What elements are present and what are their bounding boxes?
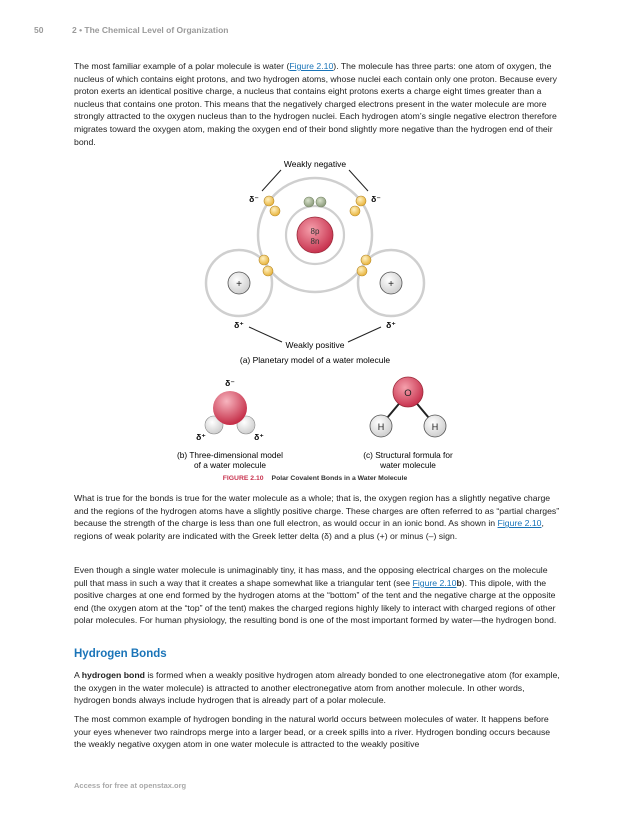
label-c-line-1: (c) Structural formula for <box>363 450 453 460</box>
inner-electron <box>316 197 326 207</box>
paragraph-text: The most common example of hydrogen bonding in the natural world occurs between molecules of water. It happens before your eyes whenever two raindrops merge into a larger bead, or a creek spills into a river. Hydrogen bonding occurs because the weakly negative oxygen atom in one water molecule is attracted to the weakly positive <box>74 714 551 750</box>
bonding-electron <box>259 255 269 265</box>
pointer-line <box>262 170 281 191</box>
page-footer: Access for free at openstax.org <box>74 781 187 790</box>
three-dimensional-model <box>177 378 283 470</box>
pointer-line <box>349 170 368 191</box>
delta-plus-3d-left: δ⁺ <box>196 432 206 442</box>
electron <box>270 206 280 216</box>
label-b-line-1: (b) Three-dimensional model <box>177 450 283 460</box>
paragraph-text: What is true for the bonds is true for the water molecule as a whole; that is, the oxygen region has a slightly negative charge and the regions of the hydrogen atoms have a slightly positive charge. These charges are often referred to as “partial charges” because the strength of the charge is less than one full electron, as would occur in an ionic bond. As shown in <box>74 493 560 529</box>
delta-minus-3d: δ⁻ <box>225 378 235 388</box>
key-term: hydrogen bond <box>81 670 145 680</box>
paragraph-text: is formed when a weakly positive hydrogen atom already bonded to one electronegative atom (for example, the oxygen in the water molecule) is attracted to another electronegative atom from another molecule. In other words, hydrogen bonds always include hydrogen that is already part of a polar molecule. <box>74 670 560 706</box>
plus-sign: + <box>388 279 394 290</box>
pointer-line <box>249 327 282 342</box>
figure-link[interactable]: Figure 2.10 <box>497 518 542 529</box>
inner-electron <box>304 197 314 207</box>
page-header <box>34 25 228 35</box>
bonding-electron <box>361 255 371 265</box>
label-c-line-2: water molecule <box>380 460 436 470</box>
electron <box>350 206 360 216</box>
oxygen-sphere <box>213 391 247 425</box>
paragraph-text: ). The molecule has three parts: one atom of oxygen, the nucleus of which contains eight protons, and two hydrogen atoms, whose nuclei each contain only one proton. Because every proton exerts an identical positive charge, a nucleus that contains eight protons exerts a charge eight times greater than a nucleus that contains one proton. This means that the negatively charged electrons present in the water molecule are more strongly attracted to the oxygen nucleus than to the hydrogen nuclei. Each hydrogen atom’s single negative electron therefore migrates toward the oxygen atom, making the oxygen end of their bond slightly more negative than the hydrogen end of their bond. <box>74 61 557 147</box>
paragraph-1 <box>74 60 560 148</box>
planetary-model <box>206 159 424 365</box>
delta-plus-right: δ⁺ <box>386 320 396 330</box>
paragraph-3 <box>74 564 560 627</box>
pointer-line <box>348 327 381 342</box>
paragraph-text: The most familiar example of a polar molecule is water ( <box>74 61 290 71</box>
weakly-negative-label: Weakly negative <box>283 159 347 169</box>
delta-minus-right: δ⁻ <box>371 194 381 204</box>
bonding-electron <box>263 266 273 276</box>
electron <box>264 196 274 206</box>
figure-caption <box>0 475 630 482</box>
paragraph-4 <box>74 669 560 707</box>
neutron-count: 8n <box>310 237 320 246</box>
figure-title: Polar Covalent Bonds in a Water Molecule <box>271 475 408 482</box>
label-a: (a) Planetary model of a water molecule <box>239 355 391 365</box>
paragraph-text: A <box>74 670 82 680</box>
section-heading-wrap <box>74 648 560 660</box>
figure-number: FIGURE 2.10 <box>222 475 264 482</box>
delta-plus-3d-right: δ⁺ <box>254 432 264 442</box>
figure-2-10 <box>0 150 630 480</box>
chapter-title: 2 • The Chemical Level of Organization <box>72 25 229 35</box>
delta-minus-left: δ⁻ <box>249 194 259 204</box>
paragraph-text: , regions of weak polarity are indicated with the Greek letter delta (δ) and a plus (+) or minus (–) sign. <box>74 518 544 541</box>
oxygen-symbol: O <box>404 388 412 399</box>
paragraph-2 <box>74 492 560 542</box>
figure-link[interactable]: Figure 2.10 <box>412 577 457 588</box>
paragraph-5 <box>74 713 560 751</box>
plus-sign: + <box>236 279 242 290</box>
label-b-line-2: of a water molecule <box>194 460 266 470</box>
paragraph-text: ). This dipole, with the positive charges at one end formed by the hydrogen atoms at the “bottom” of the tent and the negative charge at the opposite end (the oxygen atom at the “top” of the tent) makes the charged regions highly likely to interact with charged regions of other polar molecules. For human physiology, the resulting bond is one of the most important formed by water—the hydrogen bond. <box>74 577 557 626</box>
figure-part-b: b <box>456 577 462 588</box>
page-number: 50 <box>34 25 44 35</box>
proton-count: 8p <box>310 227 320 236</box>
paragraph-text: Even though a single water molecule is unimaginably tiny, it has mass, and the opposing electrical charges on the molecule pull that mass in such a way that it creates a shape somewhat like a triangular tent (see <box>74 565 548 588</box>
delta-plus-left: δ⁺ <box>234 320 244 330</box>
bonding-electron <box>357 266 367 276</box>
section-heading: Hydrogen Bonds <box>74 648 167 660</box>
figure-link[interactable]: Figure 2.10 <box>289 61 334 71</box>
hydrogen-symbol: H <box>377 422 385 432</box>
weakly-positive-label: Weakly positive <box>285 340 345 350</box>
structural-formula <box>363 377 453 470</box>
electron <box>356 196 366 206</box>
hydrogen-symbol: H <box>431 422 439 432</box>
